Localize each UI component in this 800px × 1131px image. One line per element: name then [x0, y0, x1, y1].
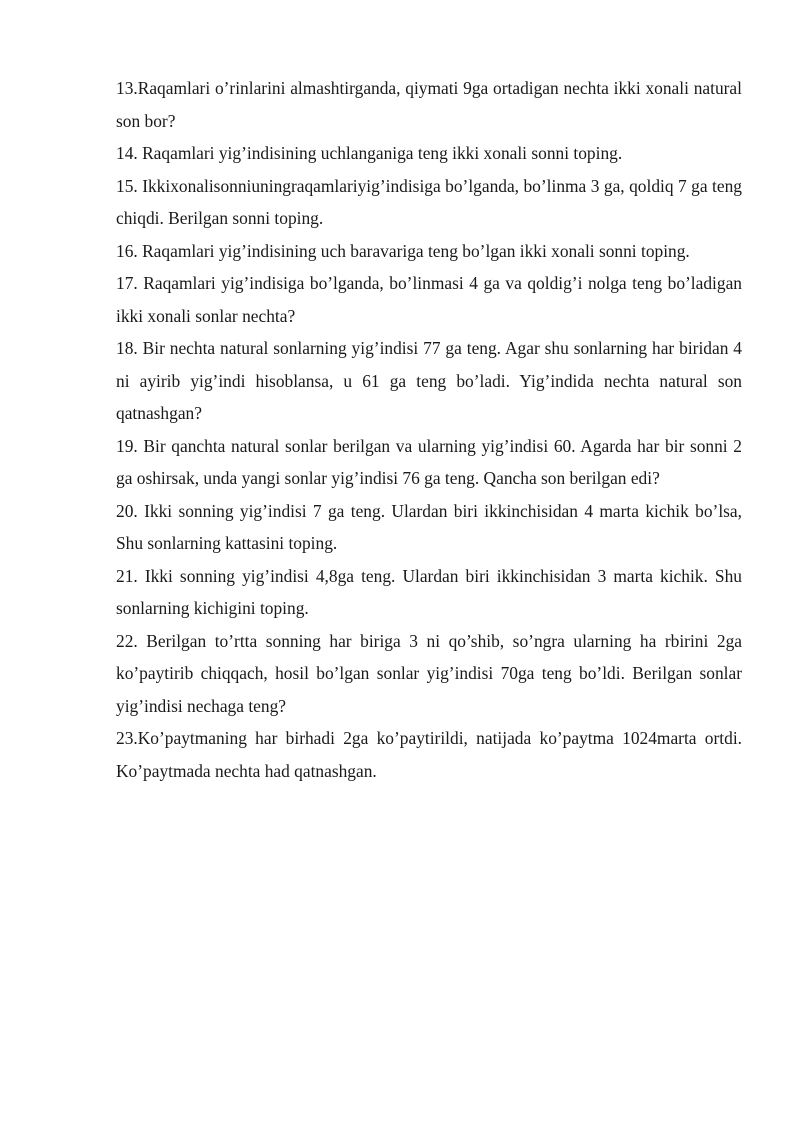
problem-14: 14. Raqamlari yig’indisining uchlanganiga teng ikki xonali sonni toping.	[116, 143, 623, 163]
problem-23: 23.Ko’paytmaning har birhadi 2ga ko’paytirildi, natijada ko’paytma 1024marta ortdi. Ko’paytmada nechta had qatnashgan.	[116, 728, 742, 781]
problem-19: 19. Bir qanchta natural sonlar berilgan va ularning yig’indisi 60. Agarda har bir sonni 2 ga oshirsak, unda yangi sonlar yig’indisi 76 ga teng. Qancha son berilgan edi?	[116, 435, 742, 488]
problem-16: 16. Raqamlari yig’indisining uch baravariga teng bo’lgan ikki xonali sonni toping.	[116, 240, 690, 261]
problem-17: 17. Raqamlari yig’indisiga bo’lganda, bo’linmasi 4 ga va qoldig’i nolga teng bo’ladigan ikki xonali sonlar nechta?	[116, 273, 742, 326]
problem-13: 13.Raqamlari o’rinlarini almashtirganda, qiymati 9ga ortadigan nechta ikki xonali natural son bor?	[116, 78, 742, 131]
problem-21: 21. Ikki sonning yig’indisi 4,8ga teng. Ulardan biri ikkinchisidan 3 marta kichik. Shu sonlarning kichigini toping.	[116, 565, 742, 618]
problem-20: 20. Ikki sonning yig’indisi 7 ga teng. Ulardan biri ikkinchisidan 4 marta kichik bo’lsa, Shu sonlarning kattasini toping.	[116, 500, 742, 553]
problem-list	[116, 72, 742, 787]
problem-15: 15. Ikkixonalisonniuningraqamlariyig’indisiga bo’lganda, bo’linma 3 ga, qoldiq 7 ga teng chiqdi. Berilgan sonni toping.	[116, 175, 742, 228]
problem-22: 22. Berilgan to’rtta sonning har biriga 3 ni qo’shib, so’ngra ularning ha rbirini 2ga ko’paytirib chiqqach, hosil bo’lgan sonlar yig’indisi 70ga teng bo’ldi. Berilgan sonlar yig’indisi nechaga teng?	[116, 630, 742, 716]
problem-18: 18. Bir nechta natural sonlarning yig’indisi 77 ga teng. Agar shu sonlarning har biridan 4 ni ayirib yig’indi hisoblansa, u 61 ga teng bo’ladi. Yig’indida nechta natural son qatnashgan?	[116, 338, 742, 423]
